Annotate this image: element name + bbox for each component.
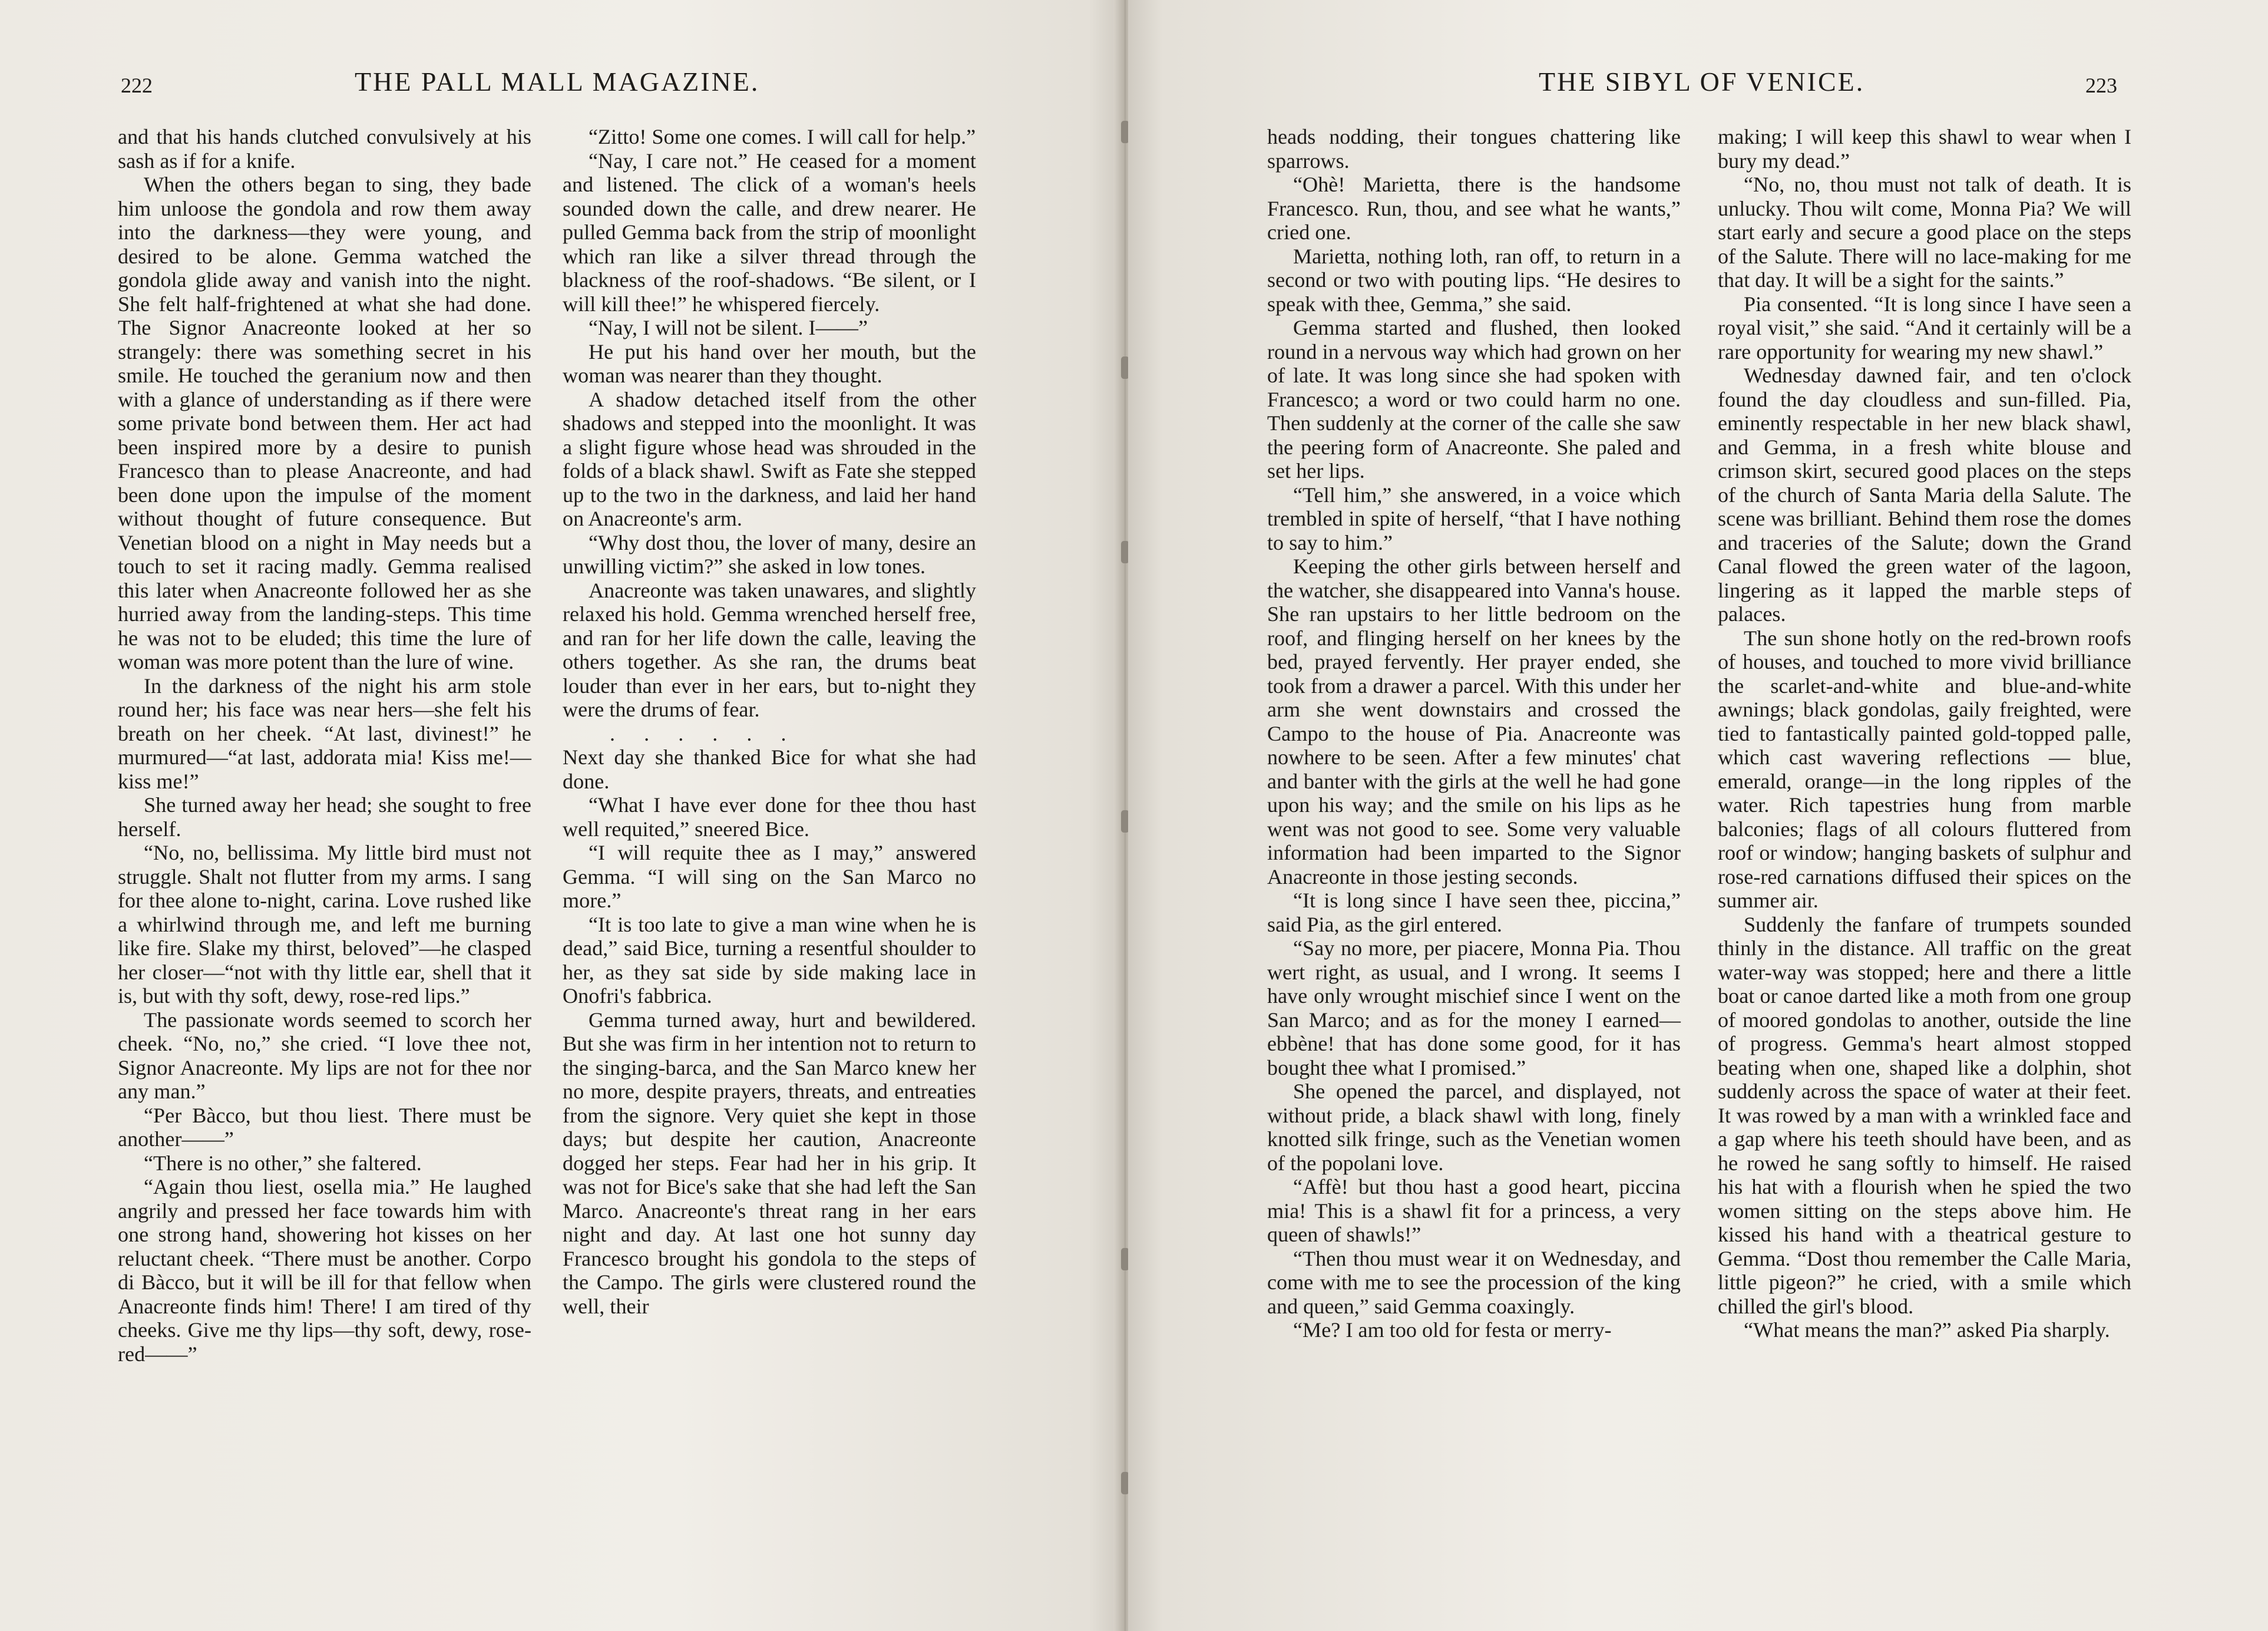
paragraph: “It is too late to give a man wine when he is dead,” said Bice, turning a resentful shoulder to her, as they sat side by side making lace in Onofri's fabbrica. <box>563 912 976 1008</box>
paragraph: heads nodding, their tongues chattering like sparrows. <box>1267 125 1681 173</box>
paragraph: Keeping the other girls between herself and the watcher, she disappeared into Vanna's house. She ran upstairs to her little bedroom on the roof, and flinging herself on her knees by the bed, prayed fervently. Her prayer ended, she took from a drawer a parcel. With this under her arm she went downstairs and crossed the Campo to the house of Pia. Anacreonte was nowhere to be seen. After a few minutes' chat and banter with the girls at the well he had gone upon his way; and the smile on his lips as he went was not good to see. Some very valuable information had been imparted to the Signor Anacreonte in those jesting seconds. <box>1267 554 1681 889</box>
paragraph: “Nay, I will not be silent. I——” <box>589 316 868 339</box>
paragraph: Gemma turned away, hurt and bewildered. But she was firm in her intention not to return to the singing-barca, and the San Marco knew her no more, despite prayers, threats, and entreaties from the signore. Very quiet she kept in those days; but despite her caution, Anacreonte dogged her steps. Fear had her in his grip. It was not for Bice's sake that she had left the San Marco. Anacreonte's threat rang in her ears night and day. At last one hot sunny day Francesco brought his gondola to the steps of the Campo. The girls were clustered round the well, their <box>563 1008 976 1318</box>
paragraph: Suddenly the fanfare of trumpets sounded thinly in the distance. All traffic on the great water-way was stopped; here and there a little boat or canoe darted like a moth from one group of moored gondolas to another, outside the line of progress. Gemma's heart almost stopped beating when one, shaped like a dolphin, shot suddenly across the space of water at their feet. It was rowed by a man with a wrinkled face and a gap where his teeth should have been, and as he rowed he sang softly to himself. He raised his hat with a flourish when he spied the two women sitting on the steps above him. He kissed his hand with a theatrical gesture to Gemma. “Dost thou remember the Calle Maria, little pigeon?” he cried, with a smile which chilled the girl's blood. <box>1718 912 2131 1318</box>
paragraph: “Say no more, per piacere, Monna Pia. Thou wert right, as usual, and I wrong. It seems I have only wrought mischief since I went on the San Marco; and as for the money I earned—ebbène! that has done some good, for it has bought thee what I promised.” <box>1267 936 1681 1079</box>
left-page-column-1 <box>118 125 531 1366</box>
paragraph: In the darkness of the night his arm stole round her; his face was near hers—she felt his breath on her cheek. “At last, divinest!” he murmured—“at last, addorata mia! Kiss me!—kiss me!” <box>118 673 531 793</box>
paragraph: “What I have ever done for thee thou hast well requited,” sneered Bice. <box>563 793 976 841</box>
paragraph: “Then thou must wear it on Wednesday, and come with me to see the procession of the king and queen,” said Gemma coaxingly. <box>1267 1246 1681 1318</box>
left-page-number: 222 <box>121 74 153 97</box>
paragraph: Wednesday dawned fair, and ten o'clock found the day cloudless and sun-filled. Pia, eminently respectable in her new black shawl, and Gemma, in a fresh white blouse and crimson skirt, secured good places on the steps of the church of Santa Maria della Salute. The scene was brilliant. Behind them rose the domes and traceries of the Salute; down the Grand Canal flowed the green water of the lagoon, lingering as it lapped the marble steps of palaces. <box>1718 364 2131 626</box>
paragraph: Marietta, nothing loth, ran off, to return in a second or two with pouting lips. “He desires to speak with thee, Gemma,” she said. <box>1267 244 1681 316</box>
paragraph: Pia consented. “It is long since I have seen a royal visit,” she said. “And it certainly will be a rare opportunity for wearing my new shawl.” <box>1718 292 2131 364</box>
paragraph: “No, no, thou must not talk of death. It is unlucky. Thou wilt come, Monna Pia? We will start early and secure a good place on the steps of the Salute. There will no lace-making for me that day. It will be a sight for the saints.” <box>1718 173 2131 292</box>
paragraph: making; I will keep this shawl to wear when I bury my dead.” <box>1718 125 2131 173</box>
paragraph: “Ohè! Marietta, there is the handsome Francesco. Run, thou, and see what he wants,” cried one. <box>1267 173 1681 244</box>
paragraph: “No, no, bellissima. My little bird must not struggle. Shalt not flutter from my arms. I sang for thee alone to-night, carina. Love rushed like a whirlwind through me, and left me burning like fire. Slake my thirst, beloved”—he clasped her closer—“not with thy little ear, shell that it is, but with thy soft, dewy, rose-red lips.” <box>118 841 531 1008</box>
paragraph: The passionate words seemed to scorch her cheek. “No, no,” she cried. “I love thee not, Signor Anacreonte. My lips are not for thee nor any man.” <box>118 1008 531 1103</box>
paragraph: “Again thou liest, osella mia.” He laughed angrily and pressed her face towards him with one strong hand, showering hot kisses on her reluctant cheek. “There must be another. Corpo di Bàcco, but it will be ill for that fellow when Anacreonte finds him! There! I am tired of thy cheeks. Give me thy lips—thy soft, dewy, rose-red——” <box>118 1175 531 1366</box>
left-page-header <box>0 66 1122 101</box>
paragraph: “Zitto! Some one comes. I will call for help.” <box>589 125 976 148</box>
paragraph: “What means the man?” asked Pia sharply. <box>1744 1318 2110 1342</box>
paragraph: “Affè! but thou hast a good heart, piccina mia! This is a shawl fit for a princess, a very queen of shawls!” <box>1267 1175 1681 1246</box>
paragraph: The sun shone hotly on the red-brown roofs of houses, and touched to more vivid brilliance the scarlet-and-white and blue-and-white awnings; black gondolas, gaily freighted, were tied to fantastically painted gold-topped palle, which cast wavering reflections — blue, emerald, orange—in the long ripples of the water. Rich tapestries hung from marble balconies; flags of all colours fluttered from roof or window; hanging baskets of sulphur and rose-red carnations diffused their spices on the summer air. <box>1718 626 2131 912</box>
paragraph: She opened the parcel, and displayed, not without pride, a black shawl with long, finely knotted silk fringe, such as the Venetian women of the popolani love. <box>1267 1079 1681 1175</box>
paragraph: “Me? I am too old for festa or merry- <box>1293 1318 1612 1342</box>
right-running-head: THE SIBYL OF VENICE. <box>1539 67 1865 97</box>
left-page-column-2 <box>563 125 976 1318</box>
left-running-head: THE PALL MALL MAGAZINE. <box>355 67 760 97</box>
paragraph: Gemma started and flushed, then looked round in a nervous way which had grown on her of late. It was long since she had spoken with Francesco; a word or two could harm no one. Then suddenly at the corner of the calle she saw the peering form of Anacreonte. She paled and set her lips. <box>1267 316 1681 483</box>
paragraph: Anacreonte was taken unawares, and slightly relaxed his hold. Gemma wrenched herself free, and ran for her life down the calle, leaving the others together. As she ran, the drums beat louder than ever in her ears, but to-night they were the drums of fear. <box>563 578 976 721</box>
right-page-number: 223 <box>2085 74 2117 97</box>
paragraph: “Nay, I care not.” He ceased for a moment and listened. The click of a woman's heels sounded down the calle, and drew nearer. He pulled Gemma back from the strip of moonlight which ran like a silver thread through the blackness of the roof-shadows. “Be silent, or I will kill thee!” he whispered fiercely. <box>563 148 976 316</box>
paragraph: He put his hand over her mouth, but the woman was nearer than they thought. <box>563 339 976 387</box>
paragraph: “There is no other,” she faltered. <box>144 1151 422 1175</box>
section-break: . . . . . . <box>610 721 798 745</box>
right-page-column-2 <box>1718 125 2131 1342</box>
paragraph: “Tell him,” she answered, in a voice which trembled in spite of herself, “that I have nothing to say to him.” <box>1267 483 1681 554</box>
paragraph: A shadow detached itself from the other shadows and stepped into the moonlight. It was a slight figure whose head was shrouded in the folds of a black shawl. Swift as Fate she stepped up to the two in the darkness, and laid her hand on Anacreonte's arm. <box>563 387 976 530</box>
paragraph: “Why dost thou, the lover of many, desire an unwilling victim?” she asked in low tones. <box>563 530 976 578</box>
paragraph: When the others began to sing, they bade him unloose the gondola and row them away into the darkness—they were young, and desired to be alone. Gemma watched the gondola glide away and vanish into the night. She felt half-frightened at what she had done. The Signor Anacreonte looked at her so strangely: there was something secret in his smile. He touched the geranium now and then with a glance of understanding as if there were some private bond between them. Her act had been inspired more by a desire to punish Francesco than to please Anacreonte, and had been done upon the impulse of the moment without thought of future consequence. But Venetian blood on a night in May needs but a touch to set it racing madly. Gemma realised this later when Anacreonte followed her as she hurried away from the landing-steps. This time he was not to be eluded; this time the lure of woman was more potent than the lure of wine. <box>118 173 531 673</box>
paragraph: “I will requite thee as I may,” answered Gemma. “I will sing on the San Marco no more.” <box>563 841 976 912</box>
paragraph: and that his hands clutched convulsively at his sash as if for a knife. <box>118 125 531 173</box>
right-page <box>1128 0 2268 1631</box>
paragraph: “It is long since I have seen thee, piccina,” said Pia, as the girl entered. <box>1267 889 1681 936</box>
right-page-column-1 <box>1267 125 1681 1342</box>
paragraph: She turned away her head; she sought to free herself. <box>118 793 531 841</box>
left-page <box>0 0 1122 1631</box>
paragraph: Next day she thanked Bice for what she had done. <box>563 745 976 793</box>
paragraph: “Per Bàcco, but thou liest. There must be another——” <box>118 1103 531 1151</box>
right-page-header <box>1128 66 2268 101</box>
